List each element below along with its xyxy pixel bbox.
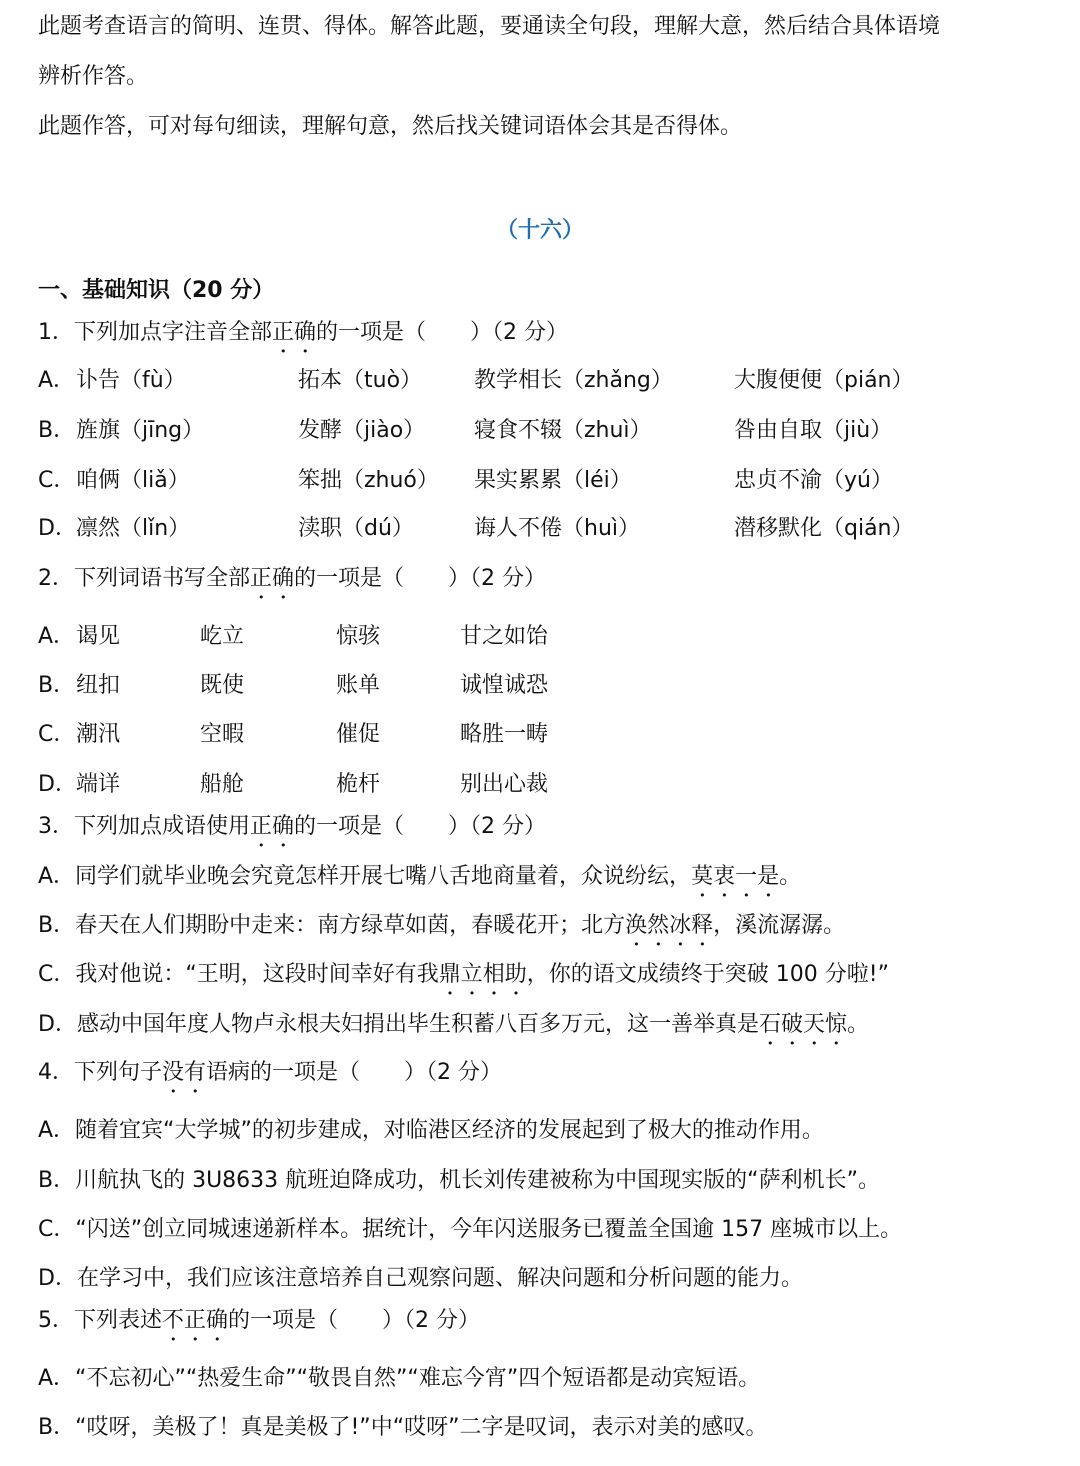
q3-option-d xyxy=(38,1010,869,1050)
q1-stem-emph: 正确 xyxy=(272,320,317,345)
q4-option-c: C．“闪送”创立同城速递新样本。据统计，今年闪送服务已覆盖全国逾 157 座城市以上。 xyxy=(38,1217,903,1242)
option-item: 惊骇 xyxy=(336,624,381,649)
section-title: （十六） xyxy=(495,218,584,243)
option-text: A．同学们就毕业晚会究竟怎样开展七嘴八舌地商量着，众说纷纭， xyxy=(38,864,692,889)
option-item: 空暇 xyxy=(200,722,245,747)
q3-stem-emph: 正确 xyxy=(250,814,295,839)
q2-stem-pre: 2．下列词语书写全部 xyxy=(38,566,250,591)
q1-stem-pre: 1．下列加点字注音全部 xyxy=(38,320,272,345)
option-item: 屹立 xyxy=(200,624,245,649)
q1-option-d xyxy=(0,514,1080,544)
option-text: D．感动中国年度人物卢永根夫妇捐出毕生积蓄八百多万元，这一善举真是 xyxy=(38,1012,759,1037)
q2-stem xyxy=(38,564,546,604)
q1-stem xyxy=(38,318,568,358)
option-item: 大腹便便（pián） xyxy=(734,368,914,393)
option-item: 发酵（jiào） xyxy=(298,418,426,443)
option-item: 既使 xyxy=(200,673,245,698)
option-item: 讣告（fù） xyxy=(76,368,186,393)
option-label: D． xyxy=(38,772,77,797)
q1-option-a xyxy=(0,366,1080,396)
option-label: C． xyxy=(38,722,76,747)
option-item: 别出心裁 xyxy=(460,772,549,797)
option-item: 寝食不辍（zhuì） xyxy=(474,418,652,443)
option-item: 潜移默化（qián） xyxy=(734,516,914,541)
option-item: 忠贞不渝（yú） xyxy=(734,468,893,493)
q4-stem-pre: 4．下列句子 xyxy=(38,1060,162,1085)
q4-stem-post: 语病的一项是（ ）（2 分） xyxy=(206,1060,503,1085)
q5-option-b: B．“哎呀，美极了！真是美极了!”中“哎呀”二字是叹词，表示对美的感叹。 xyxy=(38,1415,768,1440)
part-heading: 一、基础知识（20 分） xyxy=(38,278,275,303)
q4-option-d: D．在学习中，我们应该注意培养自己观察问题、解决问题和分析问题的能力。 xyxy=(38,1266,803,1291)
option-item: 潮汛 xyxy=(76,722,121,747)
option-text: ，溪流潺潺。 xyxy=(713,913,846,938)
q1-option-c xyxy=(0,466,1080,496)
q1-stem-post: 的一项是（ ）（2 分） xyxy=(316,320,569,345)
q4-stem xyxy=(38,1058,502,1098)
option-item: 凛然（lǐn） xyxy=(76,516,191,541)
option-item: 诚惶诚恐 xyxy=(460,673,549,698)
q5-stem-pre: 5．下列表述 xyxy=(38,1308,162,1333)
q5-stem-post: 的一项是（ ）（2 分） xyxy=(228,1308,481,1333)
option-item: 渎职（dú） xyxy=(298,516,414,541)
option-item: 诲人不倦（huì） xyxy=(474,516,640,541)
q2-option-c xyxy=(0,720,1080,750)
q3-option-c xyxy=(38,960,889,1000)
option-item: 桅杆 xyxy=(336,772,381,797)
q2-stem-post: 的一项是（ ）（2 分） xyxy=(294,566,547,591)
q3-stem-pre: 3．下列加点成语使用 xyxy=(38,814,250,839)
option-emph: 涣然冰释 xyxy=(625,913,714,938)
q4-option-a: A．随着宜宾“大学城”的初步建成，对临港区经济的发展起到了极大的推动作用。 xyxy=(38,1118,824,1143)
option-item: 甘之如饴 xyxy=(460,624,549,649)
option-item: 谒见 xyxy=(76,624,121,649)
q4-stem-emph: 没有 xyxy=(162,1060,207,1085)
option-label: C． xyxy=(38,468,76,493)
option-item: 教学相长（zhǎng） xyxy=(474,368,673,393)
option-emph: 莫衷一是 xyxy=(691,864,780,889)
option-text: ，你的语文成绩终于突破 100 分啦!” xyxy=(526,962,889,987)
option-item: 拓本（tuò） xyxy=(298,368,423,393)
option-item: 账单 xyxy=(336,673,381,698)
q3-stem-post: 的一项是（ ）（2 分） xyxy=(294,814,547,839)
option-item: 咱俩（liǎ） xyxy=(76,468,190,493)
intro-line-1: 此题考查语言的简明、连贯、得体。解答此题，要通读全句段，理解大意，然后结合具体语境 xyxy=(38,14,941,39)
option-emph: 鼎立相助 xyxy=(438,962,527,987)
option-item: 旌旗（jīng） xyxy=(76,418,205,443)
intro-line-2: 辨析作答。 xyxy=(38,64,149,89)
q4-option-b: B．川航执飞的 3U8633 航班迫降成功，机长刘传建被称为中国现实版的“萨利机长”。 xyxy=(38,1168,880,1193)
option-text: 。 xyxy=(846,1012,869,1037)
option-item: 纽扣 xyxy=(76,673,121,698)
option-item: 笨拙（zhuó） xyxy=(298,468,439,493)
option-text: B．春天在人们期盼中走来：南方绿草如茵，春暖花开；北方 xyxy=(38,913,626,938)
q2-option-b xyxy=(0,671,1080,701)
q3-option-b xyxy=(38,911,845,951)
option-label: B． xyxy=(38,673,76,698)
q5-stem xyxy=(38,1306,480,1346)
q5-option-a: A．“不忘初心”“热爱生命”“敬畏自然”“难忘今宵”四个短语都是动宾短语。 xyxy=(38,1366,761,1391)
option-item: 催促 xyxy=(336,722,381,747)
option-item: 咎由自取（jiù） xyxy=(734,418,893,443)
intro-line-3: 此题作答，可对每句细读，理解句意，然后找关键词语体会其是否得体。 xyxy=(38,114,743,139)
option-text: 。 xyxy=(779,864,802,889)
q5-stem-emph: 不正确 xyxy=(162,1308,229,1333)
option-label: A． xyxy=(38,624,76,649)
option-label: B． xyxy=(38,418,76,443)
q3-option-a xyxy=(38,862,801,902)
q3-stem xyxy=(38,812,546,852)
option-text: C．我对他说：“王明，这段时间幸好有我 xyxy=(38,962,439,987)
option-label: D． xyxy=(38,516,77,541)
q2-option-d xyxy=(0,770,1080,800)
option-label: A． xyxy=(38,368,76,393)
option-item: 果实累累（léi） xyxy=(474,468,632,493)
q1-option-b xyxy=(0,416,1080,446)
option-item: 端详 xyxy=(76,772,121,797)
option-item: 略胜一畴 xyxy=(460,722,549,747)
q2-option-a xyxy=(0,622,1080,652)
q2-stem-emph: 正确 xyxy=(250,566,295,591)
option-item: 船舱 xyxy=(200,772,245,797)
option-emph: 石破天惊 xyxy=(758,1012,847,1037)
